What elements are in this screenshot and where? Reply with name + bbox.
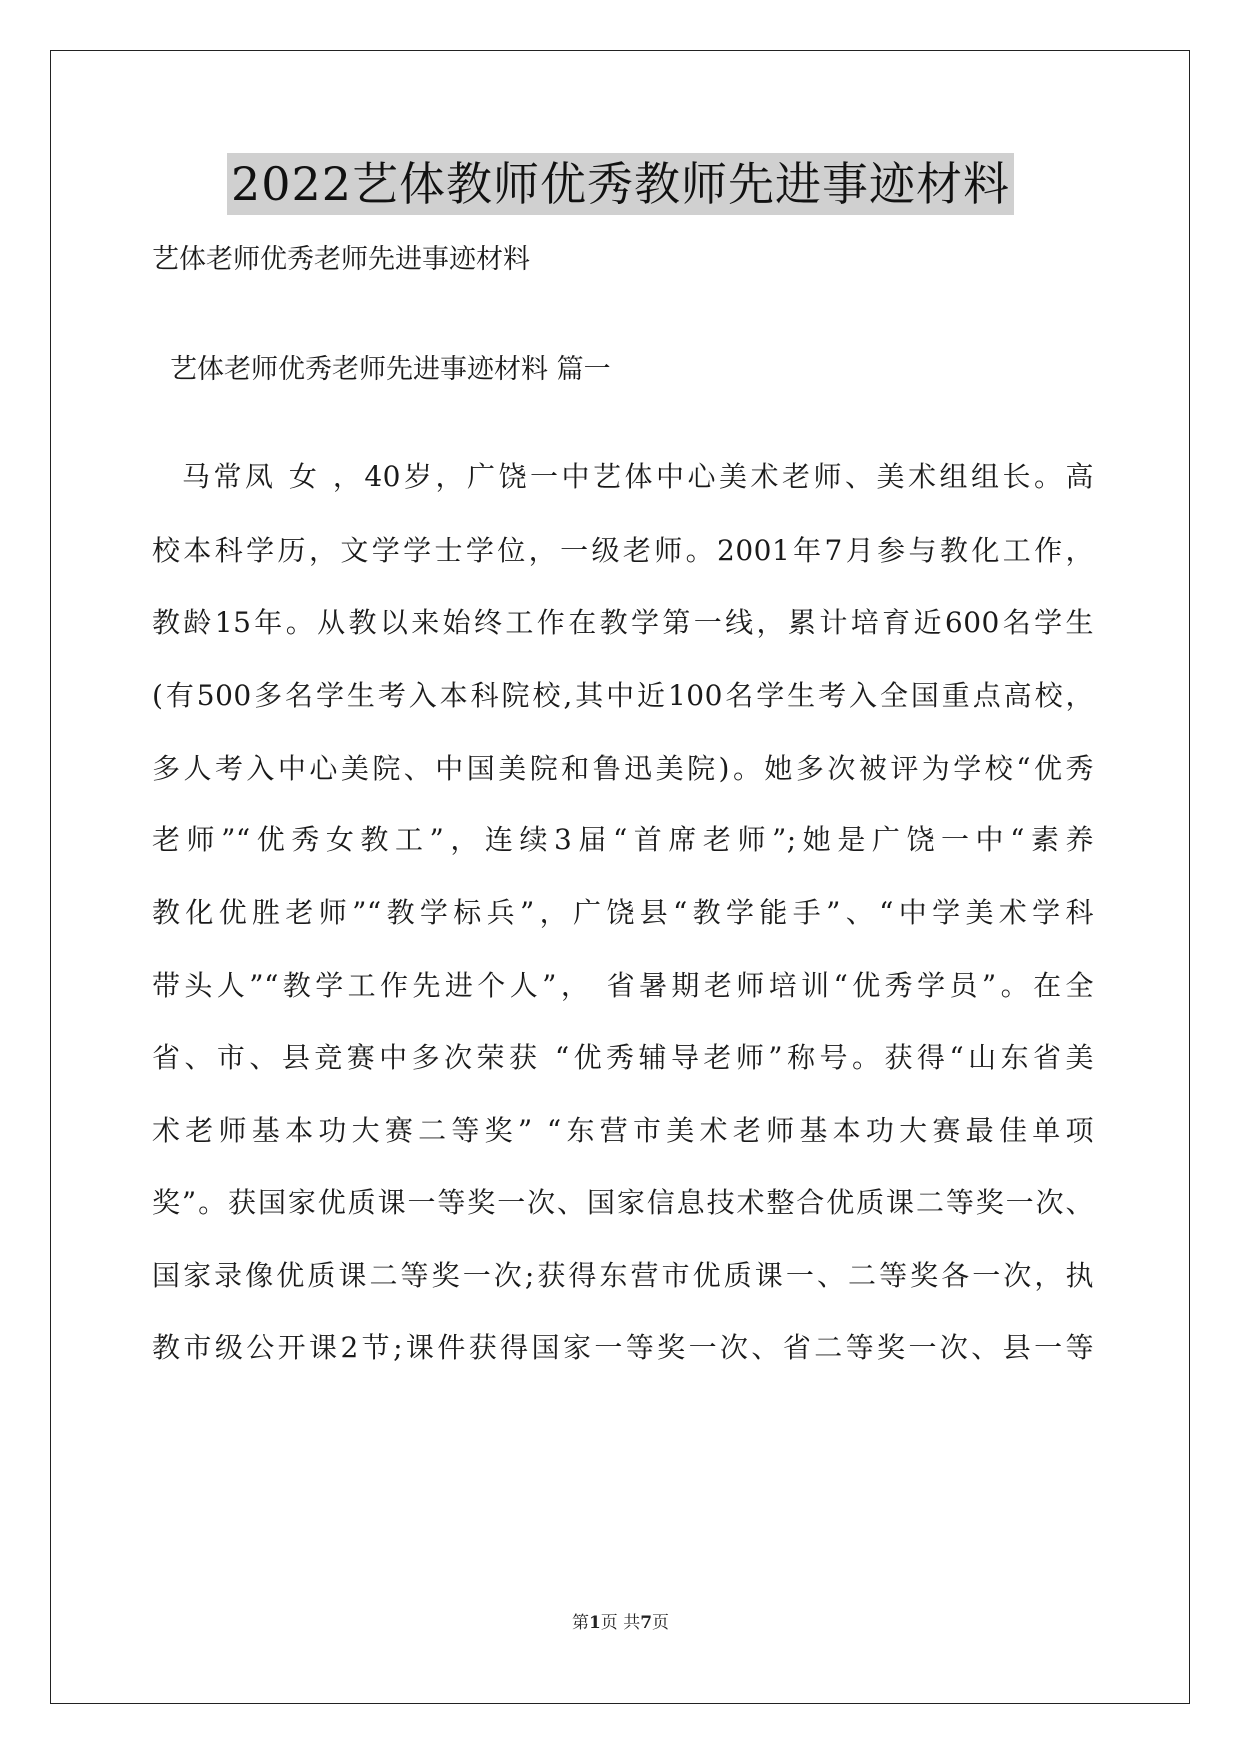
subtitle-main: 艺体老师优秀老师先进事迹材料 [152, 244, 530, 275]
body-line: 省、市、县竞赛中多次荣获 “优秀辅导老师”称号。获得“山东省美 [152, 1041, 1094, 1074]
body-line: 奖”。获国家优质课一等奖一次、国家信息技术整合优质课二等奖一次、 [152, 1186, 1094, 1219]
body-line: 国家录像优质课二等奖一次;获得东营市优质课一、二等奖各一次，执 [152, 1259, 1094, 1292]
page-footer [0, 1611, 1241, 1635]
body-line: (有500多名学生考入本科院校,其中近100名学生考入全国重点高校， [152, 679, 1094, 712]
body-line: 教龄15年。从教以来始终工作在教学第一线，累计培育近600名学生 [152, 606, 1094, 639]
page-mid: 页 共 [600, 1613, 641, 1633]
body-line: 教市级公开课2节;课件获得国家一等奖一次、省二等奖一次、县一等 [152, 1331, 1094, 1364]
page-border [50, 50, 1190, 1704]
body-line: 多人考入中心美院、中国美院和鲁迅美院)。她多次被评为学校“优秀 [152, 752, 1094, 785]
page-suffix: 页 [652, 1613, 670, 1633]
page-prefix: 第 [571, 1613, 589, 1633]
body-line: 教化优胜老师”“教学标兵”，广饶县“教学能手”、“中学美术学科 [152, 896, 1094, 929]
body-line: 校本科学历，文学学士学位，一级老师。2001年7月参与教化工作， [152, 534, 1094, 567]
current-page-number: 1 [588, 1613, 601, 1633]
subtitle-section: 艺体老师优秀老师先进事迹材料 篇一 [170, 354, 611, 385]
body-line: 老师”“优秀女教工”，连续3届“首席老师”;她是广饶一中“素养 [152, 823, 1094, 856]
document-title: 2022艺体教师优秀教师先进事迹材料 [227, 153, 1014, 215]
body-line: 马常凤 女 ，40岁，广饶一中艺体中心美术老师、美术组组长。高 [182, 460, 1094, 493]
title-container [0, 153, 1241, 215]
total-page-number: 7 [640, 1613, 653, 1633]
body-line: 带头人”“教学工作先进个人”， 省暑期老师培训“优秀学员”。在全 [152, 969, 1094, 1002]
body-line: 术老师基本功大赛二等奖” “东营市美术老师基本功大赛最佳单项 [152, 1114, 1094, 1147]
